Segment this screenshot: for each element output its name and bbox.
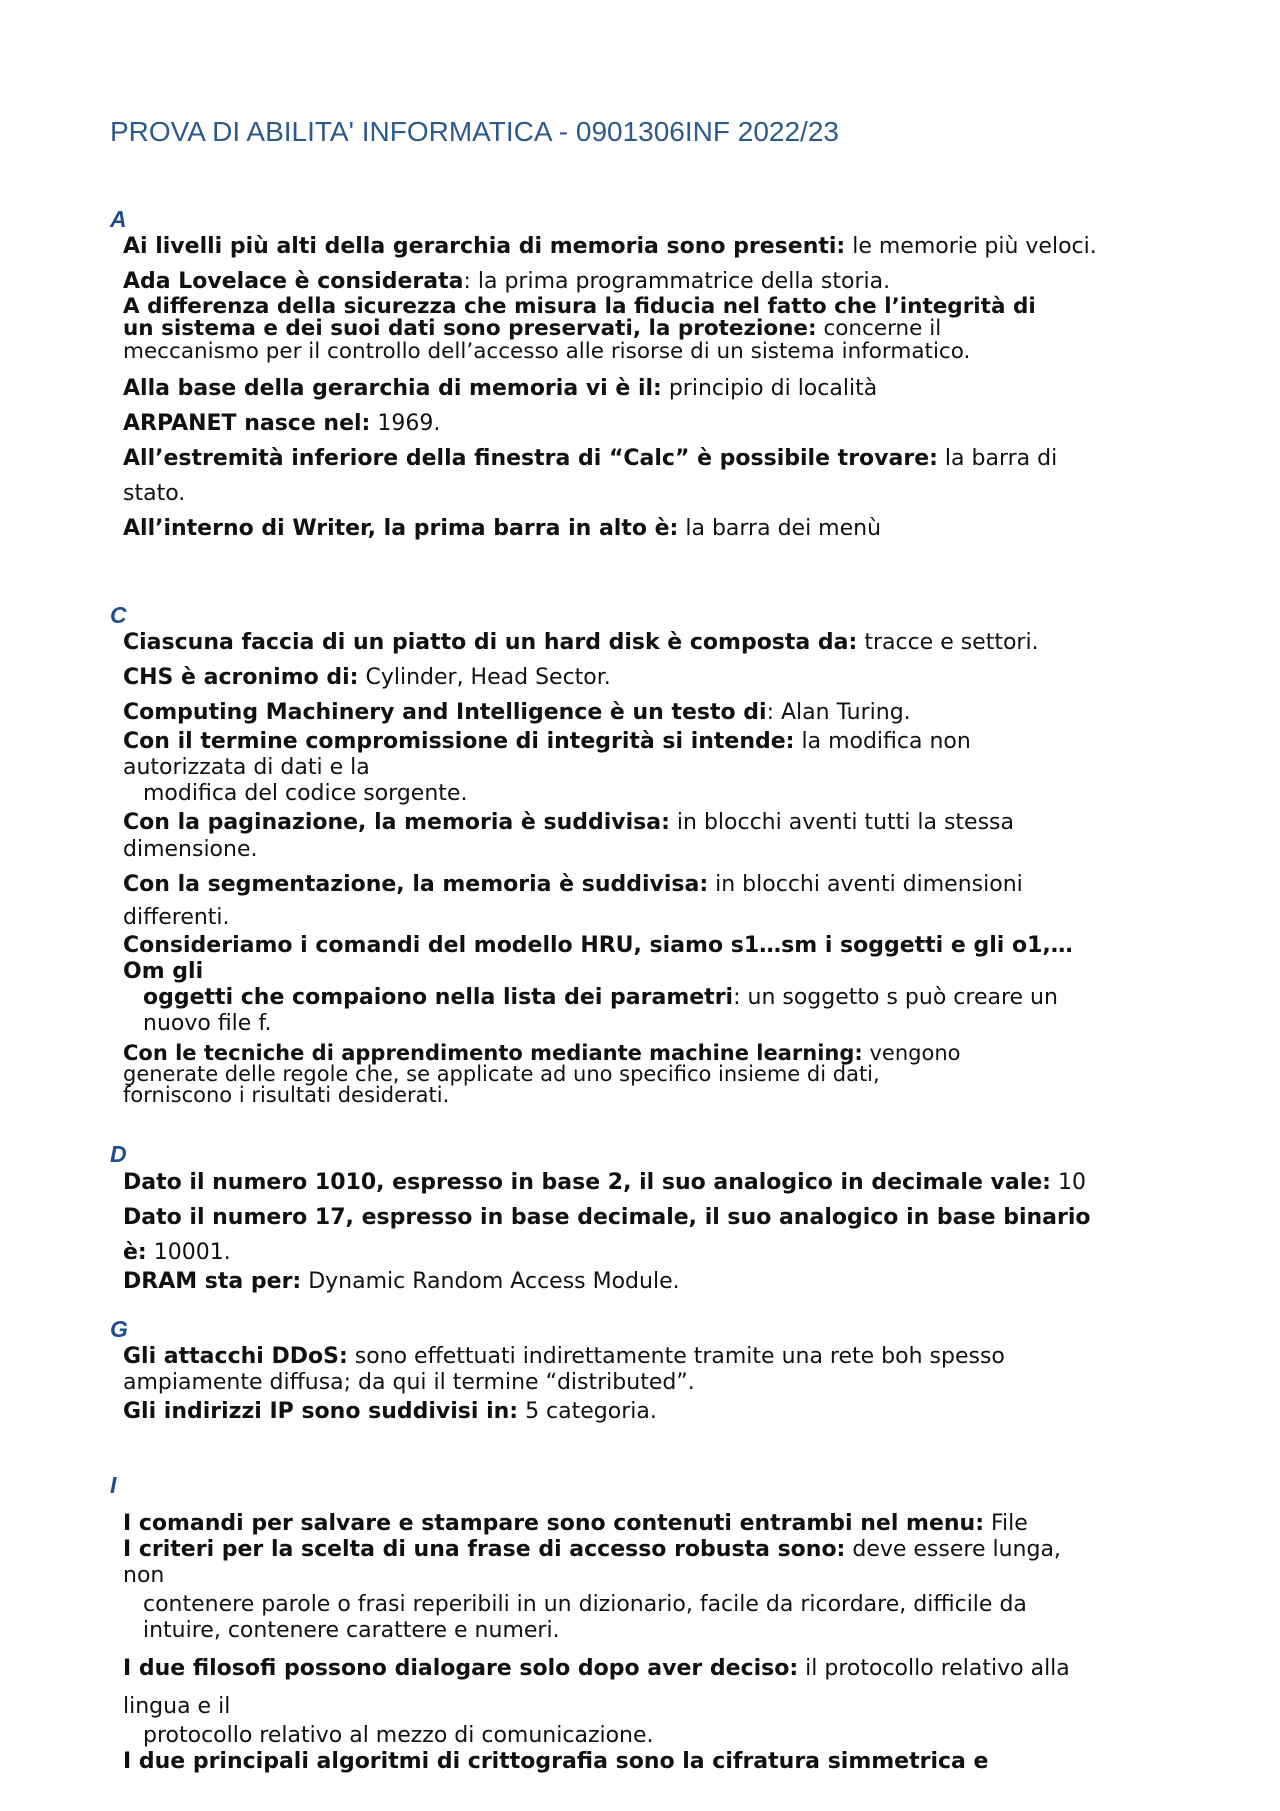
entry-line: Con la paginazione, la memoria è suddivisa: in blocchi aventi tutti la stessa (123, 810, 1014, 835)
entry-line: nuovo file f. (143, 1011, 272, 1036)
entry-line: forniscono i risultati desiderati. (123, 1083, 450, 1107)
section-letter-g: G (110, 1316, 128, 1342)
document-title: PROVA DI ABILITA' INFORMATICA - 0901306INF 2022/23 (110, 116, 839, 147)
entry-line: non (123, 1563, 165, 1588)
entry-line: I criteri per la scelta di una frase di accesso robusta sono: deve essere lunga, (123, 1537, 1061, 1562)
entry-line: Dato il numero 1010, espresso in base 2, il suo analogico in decimale vale: 10 (123, 1170, 1086, 1195)
entry-line: Computing Machinery and Intelligence è un testo di: Alan Turing. (123, 700, 911, 725)
entry-line: un sistema e dei suoi dati sono preservati, la protezione: concerne il (123, 316, 942, 341)
entry-line: differenti. (123, 905, 230, 930)
entry-line: CHS è acronimo di: Cylinder, Head Sector. (123, 665, 611, 690)
entry-line: Con il termine compromissione di integrità si intende: la modifica non (123, 729, 971, 754)
entry-line: contenere parole o frasi reperibili in un dizionario, facile da ricordare, difficile da (143, 1592, 1027, 1617)
entry-line: ARPANET nasce nel: 1969. (123, 411, 441, 436)
entry-line: I due principali algoritmi di crittografia sono la cifratura simmetrica e (123, 1749, 989, 1774)
entry-line: All’estremità inferiore della finestra di “Calc” è possibile trovare: la barra di (123, 446, 1058, 471)
section-letter-c: C (110, 602, 127, 628)
entry-line: lingua e il (123, 1694, 231, 1719)
entry-line: Consideriamo i comandi del modello HRU, siamo s1…sm i soggetti e gli o1,… (123, 933, 1073, 958)
entry-line: protocollo relativo al mezzo di comunicazione. (143, 1723, 654, 1748)
entry-line: Alla base della gerarchia di memoria vi è il: principio di località (123, 376, 878, 401)
section-letter-a: A (110, 206, 127, 232)
entry-line: Dato il numero 17, espresso in base decimale, il suo analogico in base binario (123, 1205, 1091, 1230)
section-letter-d: D (110, 1141, 127, 1167)
entry-line: DRAM sta per: Dynamic Random Access Module. (123, 1269, 680, 1294)
entry-line: autorizzata di dati e la (123, 755, 370, 780)
entry-line: I comandi per salvare e stampare sono contenuti entrambi nel menu: File (123, 1511, 1028, 1536)
entry-line: Gli indirizzi IP sono suddivisi in: 5 categoria. (123, 1399, 657, 1424)
entry-line: oggetti che compaiono nella lista dei parametri: un soggetto s può creare un (143, 985, 1058, 1010)
entry-line: è: 10001. (123, 1240, 231, 1265)
entry-line: Ai livelli più alti della gerarchia di memoria sono presenti: le memorie più veloci. (123, 234, 1097, 259)
entry-line: All’interno di Writer, la prima barra in alto è: la barra dei menù (123, 516, 882, 541)
entry-line: I due filosofi possono dialogare solo dopo aver deciso: il protocollo relativo alla (123, 1656, 1070, 1681)
entry-line: modifica del codice sorgente. (143, 781, 468, 806)
entry-line: Con la segmentazione, la memoria è suddivisa: in blocchi aventi dimensioni (123, 872, 1023, 897)
entry-line: A differenza della sicurezza che misura la fiducia nel fatto che l’integrità di (123, 294, 1036, 319)
entry-line: ampiamente diffusa; da qui il termine “distributed”. (123, 1370, 695, 1395)
entry-line: intuire, contenere carattere e numeri. (143, 1618, 560, 1643)
entry-line: dimensione. (123, 837, 258, 862)
section-letter-i: I (110, 1472, 117, 1498)
entry-line: Con le tecniche di apprendimento mediante machine learning: vengono (123, 1041, 961, 1065)
entry-line: Ciascuna faccia di un piatto di un hard disk è composta da: tracce e settori. (123, 630, 1039, 655)
entry-line: meccanismo per il controllo dell’accesso alle risorse di un sistema informatico. (123, 339, 971, 364)
entry-line: generate delle regole che, se applicate ad uno specifico insieme di dati, (123, 1062, 880, 1086)
entry-line: Om gli (123, 959, 204, 984)
entry-line: Ada Lovelace è considerata: la prima programmatrice della storia. (123, 269, 891, 294)
entry-line: Gli attacchi DDoS: sono effettuati indirettamente tramite una rete boh spesso (123, 1344, 1005, 1369)
entry-line: stato. (123, 481, 186, 506)
